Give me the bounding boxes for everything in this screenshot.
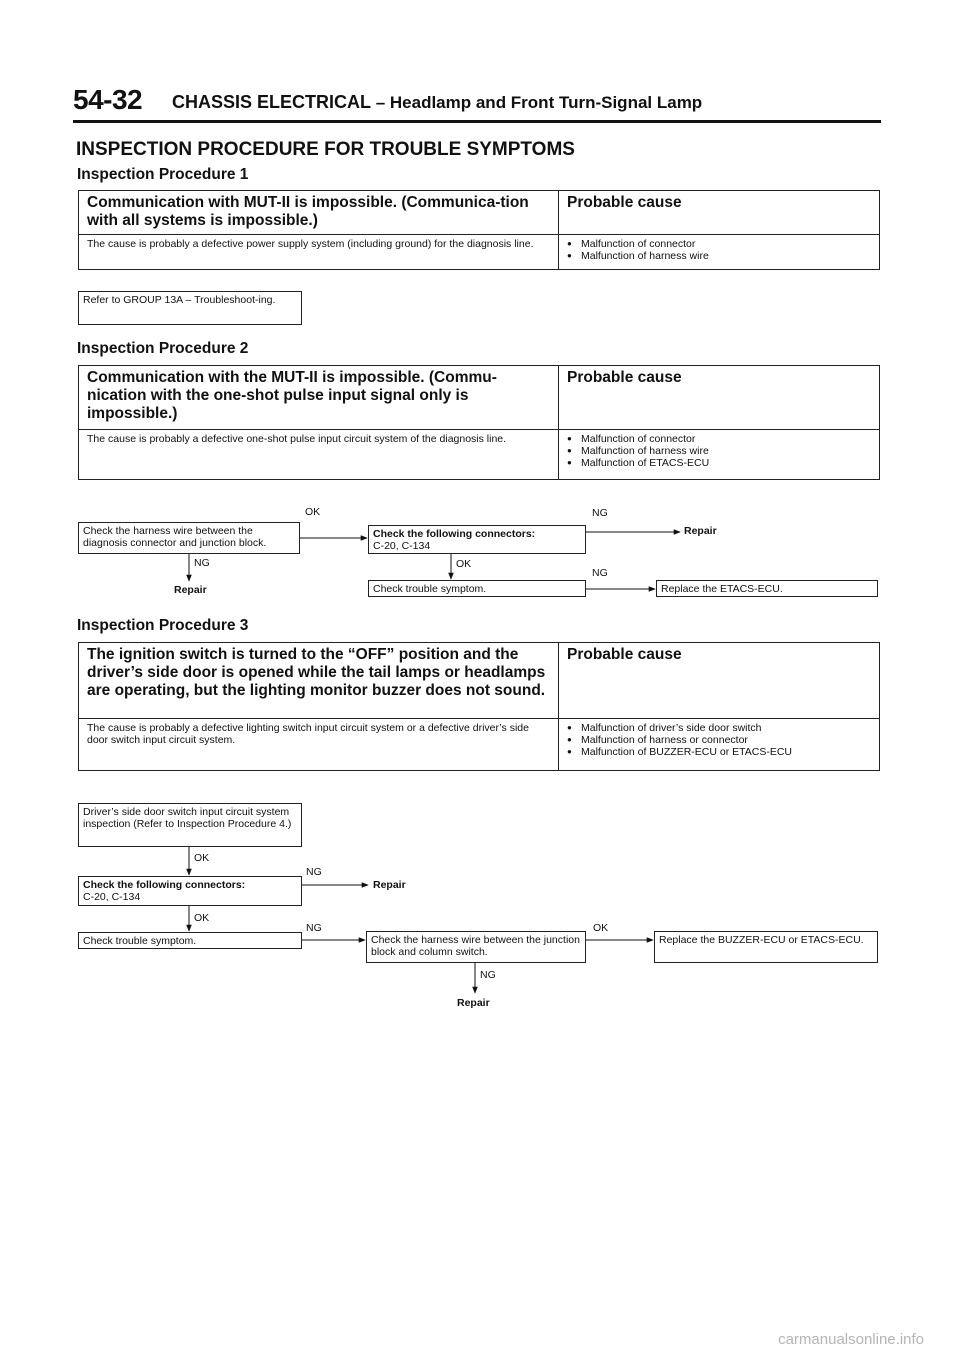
cause-item: ● Malfunction of harness wire — [567, 445, 871, 457]
p2-repair-label: Repair — [174, 584, 207, 596]
proc1-description: The cause is probably a defective power supply system (including ground) for the diagnosis line. — [79, 235, 559, 270]
p3-connectors-title: Check the following connectors: — [83, 879, 246, 891]
p3-ng-label: NG — [306, 922, 322, 934]
p3-check-harness-box: Check the harness wire between the junction block and column switch. — [366, 931, 586, 963]
cause-item: ● Malfunction of ETACS-ECU — [567, 457, 871, 469]
p3-connectors-ids: C-20, C-134 — [83, 891, 141, 903]
proc1-probable-label: Probable cause — [559, 191, 880, 235]
p3-ng-label: NG — [306, 866, 322, 878]
page-number: 54-32 — [73, 84, 143, 115]
p3-door-switch-box: Driver’s side door switch input circuit system inspection (Refer to Inspection Procedure 4.) — [78, 803, 302, 847]
p3-replace-box: Replace the BUZZER-ECU or ETACS-ECU. — [654, 931, 878, 963]
section-name: CHASSIS ELECTRICAL — [172, 92, 371, 112]
p2-ng-label: NG — [592, 567, 608, 579]
p2-ok-label: OK — [305, 506, 321, 518]
proc3-title: Inspection Procedure 3 — [77, 617, 249, 634]
proc3-probable-label: Probable cause — [559, 643, 880, 719]
p3-ok-label: OK — [593, 922, 609, 934]
p3-repair-label: Repair — [457, 997, 490, 1009]
cause-item: ● Malfunction of harness or connector — [567, 734, 871, 746]
main-title: INSPECTION PROCEDURE FOR TROUBLE SYMPTOMS — [76, 139, 575, 160]
p2-repair-label: Repair — [684, 525, 717, 537]
p2-replace-box: Replace the ETACS-ECU. — [656, 580, 878, 597]
proc1-refer-box: Refer to GROUP 13A – Troubleshoot-ing. — [78, 291, 302, 325]
cause-item: ● Malfunction of connector — [567, 238, 871, 250]
cause-item: ● Malfunction of connector — [567, 433, 871, 445]
p3-ok-label: OK — [194, 852, 210, 864]
proc3-description: The cause is probably a defective lighting switch input circuit system or a defective driver’s side door switch input circuit system. — [79, 719, 559, 771]
p2-check-harness-box: Check the harness wire between the diagnosis connector and junction block. — [78, 522, 300, 554]
p2-connectors-title: Check the following connectors: — [373, 528, 536, 540]
proc2-title: Inspection Procedure 2 — [77, 340, 249, 357]
proc2-symptom: Communication with the MUT-II is impossible. (Commu-nication with the one-shot pulse input signal only is impossible.) — [79, 366, 559, 430]
p2-ng-label: NG — [194, 557, 210, 569]
p2-check-trouble-box: Check trouble symptom. — [368, 580, 586, 597]
watermark: carmanualsonline.info — [778, 1331, 924, 1348]
p3-repair-label: Repair — [373, 879, 406, 891]
cause-item: ● Malfunction of BUZZER-ECU or ETACS-ECU — [567, 746, 871, 758]
proc3-symptom: The ignition switch is turned to the “OFF” position and the driver’s side door is opened while the tail lamps or headlamps are operating, but the lighting monitor buzzer does not sound. — [79, 643, 559, 719]
p2-connectors-ids: C-20, C-134 — [373, 540, 431, 552]
p2-ok-label: OK — [456, 558, 472, 570]
p2-ng-label: NG — [592, 507, 608, 519]
cause-item: ● Malfunction of harness wire — [567, 250, 871, 262]
proc1-symptom: Communication with MUT-II is impossible. (Communica-tion with all systems is impossible.) — [79, 191, 559, 235]
p3-ok-label: OK — [194, 912, 210, 924]
section-subtitle: – Headlamp and Front Turn-Signal Lamp — [375, 93, 703, 112]
proc2-probable-label: Probable cause — [559, 366, 880, 430]
proc1-title: Inspection Procedure 1 — [77, 166, 249, 183]
cause-item: ● Malfunction of driver’s side door switch — [567, 722, 871, 734]
proc2-description: The cause is probably a defective one-shot pulse input circuit system of the diagnosis line. — [79, 430, 559, 480]
p3-ng-label: NG — [480, 969, 496, 981]
p3-check-trouble-box: Check trouble symptom. — [78, 932, 302, 949]
